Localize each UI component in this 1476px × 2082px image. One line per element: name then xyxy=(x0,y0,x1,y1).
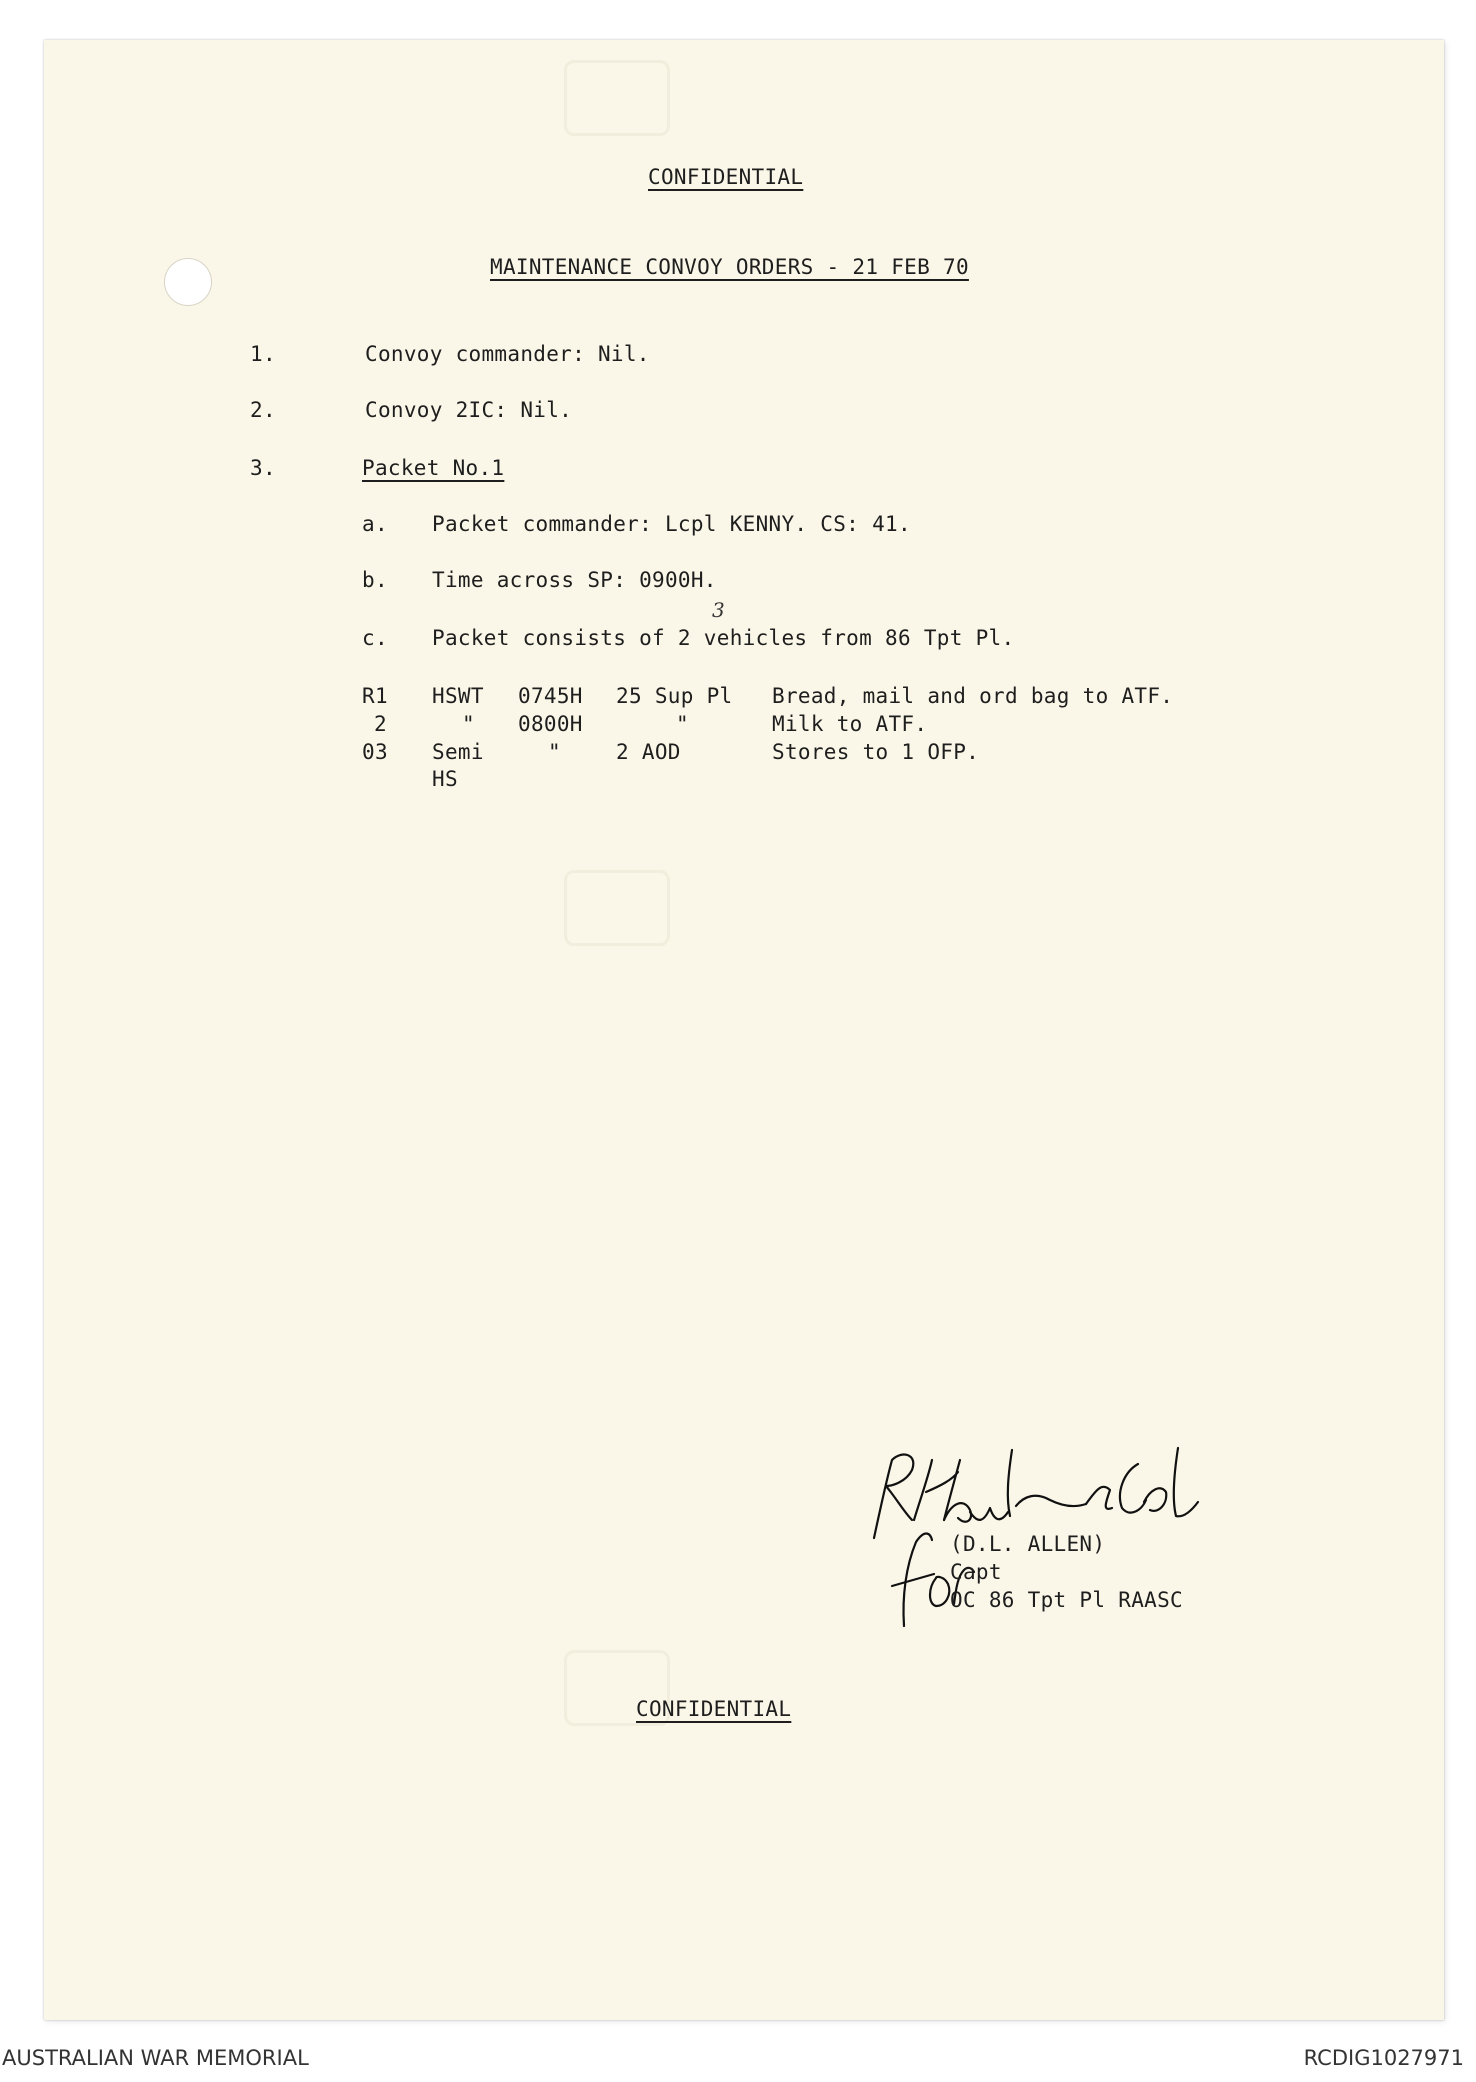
sub-item-text: Packet consists of 2 vehicles from 86 Tpt Pl. xyxy=(432,626,1015,650)
signatory-appointment: OC 86 Tpt Pl RAASC xyxy=(950,1588,1183,1612)
sub-item-letter: a. xyxy=(362,512,388,536)
classification-footer: CONFIDENTIAL xyxy=(636,1697,792,1721)
vehicle-type-continuation: HS xyxy=(432,767,458,791)
packet-heading: Packet No.1 xyxy=(362,456,505,480)
embossed-watermark xyxy=(564,60,670,136)
vehicle-time: " xyxy=(548,740,561,764)
vehicle-type: HSWT xyxy=(432,684,484,708)
sub-item-letter: c. xyxy=(362,626,388,650)
vehicle-task: Stores to 1 OFP. xyxy=(772,740,980,764)
vehicle-type: " xyxy=(462,712,475,736)
document-page xyxy=(44,40,1444,2020)
item-number: 2. xyxy=(250,398,276,422)
punch-hole xyxy=(164,258,212,306)
sub-item-text: Packet commander: Lcpl KENNY. CS: 41. xyxy=(432,512,911,536)
item-number: 3. xyxy=(250,456,276,480)
archive-institution: AUSTRALIAN WAR MEMORIAL xyxy=(2,2046,309,2070)
vehicle-serial: R1 xyxy=(362,684,388,708)
vehicle-time: 0745H xyxy=(518,684,583,708)
sub-item-letter: b. xyxy=(362,568,388,592)
handwritten-correction: 3 xyxy=(712,598,726,622)
vehicle-serial: 03 xyxy=(362,740,388,764)
item-number: 1. xyxy=(250,342,276,366)
vehicle-type: Semi xyxy=(432,740,484,764)
vehicle-serial: 2 xyxy=(374,712,387,736)
vehicle-task: Milk to ATF. xyxy=(772,712,928,736)
vehicle-unit: 2 AOD xyxy=(616,740,681,764)
classification-header: CONFIDENTIAL xyxy=(648,165,804,189)
vehicle-task: Bread, mail and ord bag to ATF. xyxy=(772,684,1174,708)
signatory-rank: Capt xyxy=(950,1560,1002,1584)
vehicle-unit: " xyxy=(676,712,689,736)
document-title: MAINTENANCE CONVOY ORDERS - 21 FEB 70 xyxy=(490,255,969,279)
archive-reference: RCDIG1027971 xyxy=(1303,2046,1464,2070)
item-text: Convoy 2IC: Nil. xyxy=(365,398,573,422)
vehicle-time: 0800H xyxy=(518,712,583,736)
sub-item-text: Time across SP: 0900H. xyxy=(432,568,717,592)
embossed-watermark xyxy=(564,870,670,946)
item-text: Convoy commander: Nil. xyxy=(365,342,650,366)
vehicle-unit: 25 Sup Pl xyxy=(616,684,733,708)
signatory-name: (D.L. ALLEN) xyxy=(950,1532,1106,1556)
